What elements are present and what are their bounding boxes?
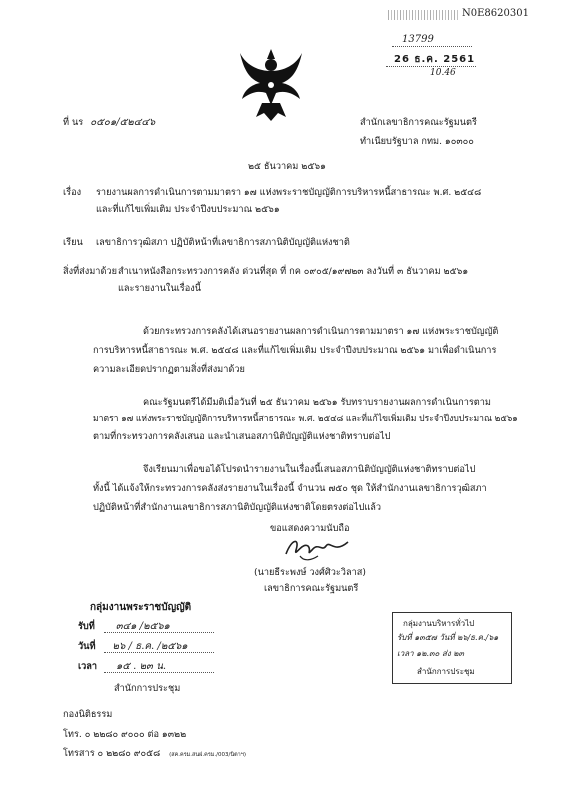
- paragraph-1-line-2: การบริหารหนี้สาธารณะ พ.ศ. ๒๕๔๘ และที่แก้ไขเพิ่มเติม ประจำปีงบประมาณ ๒๕๖๑ มาเพื่อดำเนินการ: [93, 345, 497, 356]
- enclosure-label: สิ่งที่ส่งมาด้วย: [63, 266, 117, 277]
- footer-code: (สค.ครม.สนฝ.ครม./003/นิตาฯ): [169, 752, 246, 758]
- enclosure-line-1: สำเนาหนังสือกระทรวงการคลัง ด่วนที่สุด ที่ กค ๐๙๐๕/๑๙๗๒๓ ลงวันที่ ๓ ธันวาคม ๒๕๖๑: [118, 266, 469, 277]
- footer-fax-line: [63, 747, 246, 762]
- paragraph-2-line-2: มาตรา ๑๗ แห่งพระราชบัญญัติการบริหารหนี้สาธารณะ พ.ศ. ๒๕๔๘ และที่แก้ไขเพิ่มเติม ประจำปีงบประมาณ ๒๕๖๑: [93, 414, 518, 424]
- left-stamp-row-2-label: วันที่: [78, 641, 96, 652]
- left-stamp-line-2: [104, 652, 214, 653]
- garuda-emblem: [236, 45, 306, 123]
- barcode-bars: [388, 10, 458, 20]
- left-stamp-line-3: [104, 672, 214, 673]
- right-stamp-footer: สำนักการประชุม: [417, 667, 475, 676]
- paragraph-3-line-1: จึงเรียนมาเพื่อขอได้โปรดนำรายงานในเรื่องนี้เสนอสภานิติบัญญัติแห่งชาติทราบต่อไป: [143, 464, 476, 475]
- paragraph-2-line-3: ตามที่กระทรวงการคลังเสนอ และนำเสนอสภานิติบัญญัติแห่งชาติทราบต่อไป: [93, 431, 391, 442]
- top-barcode: [388, 8, 558, 22]
- recipient-text: เลขาธิการวุฒิสภา ปฏิบัติหน้าที่เลขาธิการสภานิติบัญญัติแห่งชาติ: [96, 237, 350, 248]
- left-stamp-row-2-value: ๒๖ / ธ.ค. /๒๕๖๑: [112, 641, 188, 652]
- right-stamp-title: กลุ่มงานบริหารทั่วไป: [403, 619, 475, 628]
- footer-telephone: โทร. ๐ ๒๒๘๐ ๙๐๐๐ ต่อ ๑๓๒๒: [63, 729, 187, 740]
- enclosure-line-2: และรายงานในเรื่องนี้: [118, 283, 202, 294]
- signer-name: (นายธีระพงษ์ วงศ์ศิวะวิลาส): [254, 567, 366, 578]
- subject-line-1: รายงานผลการดำเนินการตามมาตรา ๑๗ แห่งพระราชบัญญัติการบริหารหนี้สาธารณะ พ.ศ. ๒๕๔๘: [96, 187, 482, 198]
- left-stamp-row-3-label: เวลา: [78, 661, 98, 672]
- receipt-stamp: [372, 28, 482, 96]
- receipt-line-2: [386, 66, 476, 67]
- sender-line-1: สำนักเลขาธิการคณะรัฐมนตรี: [360, 117, 477, 128]
- right-stamp-row-1: รับที่ ๑๓๕๗ วันที่ ๒๖/ธ.ค./๖๑: [397, 633, 499, 642]
- letter-date: ๒๕ ธันวาคม ๒๕๖๑: [248, 161, 326, 172]
- paragraph-3-line-3: ปฏิบัติหน้าที่สำนักงานเลขาธิการสภานิติบัญญัติแห่งชาติโดยตรงต่อไปแล้ว: [93, 502, 382, 513]
- footer-fax: โทรสาร ๐ ๒๒๘๐ ๙๐๕๘: [63, 748, 161, 759]
- reference-line: [63, 116, 155, 129]
- receipt-number: 13799: [402, 34, 434, 45]
- left-stamp-footer: สำนักการประชุม: [114, 683, 181, 694]
- reference-number: ๐๕๐๑/๕๒๔๔๖: [90, 117, 156, 128]
- reference-label: ที่ นร: [63, 117, 84, 128]
- paragraph-1-line-3: ความละเอียดปรากฏตามสิ่งที่ส่งมาด้วย: [93, 364, 245, 375]
- left-stamp-row-1-value: ๓๔๑ /๒๕๖๑: [115, 621, 170, 632]
- right-receipt-stamp: [392, 612, 512, 684]
- left-stamp-row-3-value: ๑๕ . ๒๓ น.: [116, 661, 167, 672]
- footer-department: กองนิติธรรม: [63, 709, 113, 720]
- signer-title: เลขาธิการคณะรัฐมนตรี: [264, 583, 359, 594]
- left-stamp-line-1: [104, 632, 214, 633]
- paragraph-3-line-2: ทั้งนี้ ได้แจ้งให้กระทรวงการคลังส่งรายงานในเรื่องนี้ จำนวน ๗๕๐ ชุด ให้สำนักงานเลขาธิการวุฒิสภา: [93, 483, 487, 494]
- receipt-date: 26 ธ.ค. 2561: [394, 54, 476, 65]
- left-stamp-row-1-label: รับที่: [78, 621, 95, 632]
- sender-line-2: ทำเนียบรัฐบาล กทม. ๑๐๓๐๐: [360, 136, 474, 147]
- barcode-number: N0E8620301: [462, 8, 529, 19]
- subject-line-2: และที่แก้ไขเพิ่มเติม ประจำปีงบประมาณ ๒๕๖๑: [96, 204, 280, 215]
- signature: [282, 532, 352, 564]
- paragraph-2-line-1: คณะรัฐมนตรีได้มีมติเมื่อวันที่ ๒๕ ธันวาคม ๒๕๖๑ รับทราบรายงานผลการดำเนินการตาม: [143, 397, 491, 408]
- receipt-time: 10.46: [430, 68, 456, 78]
- paragraph-1-line-1: ด้วยกระทรวงการคลังได้เสนอรายงานผลการดำเนินการตามมาตรา ๑๗ แห่งพระราชบัญญัติ: [143, 326, 499, 337]
- right-stamp-row-2: เวลา ๑๒.๓๐ ส่ง ๒๓: [397, 649, 465, 658]
- left-receipt-stamp: [70, 598, 230, 696]
- receipt-line: [392, 46, 472, 47]
- closing-text: ขอแสดงความนับถือ: [270, 523, 350, 534]
- left-stamp-title: กลุ่มงานพระราชบัญญัติ: [90, 602, 192, 613]
- recipient-label: เรียน: [63, 237, 83, 248]
- subject-label: เรื่อง: [63, 187, 82, 198]
